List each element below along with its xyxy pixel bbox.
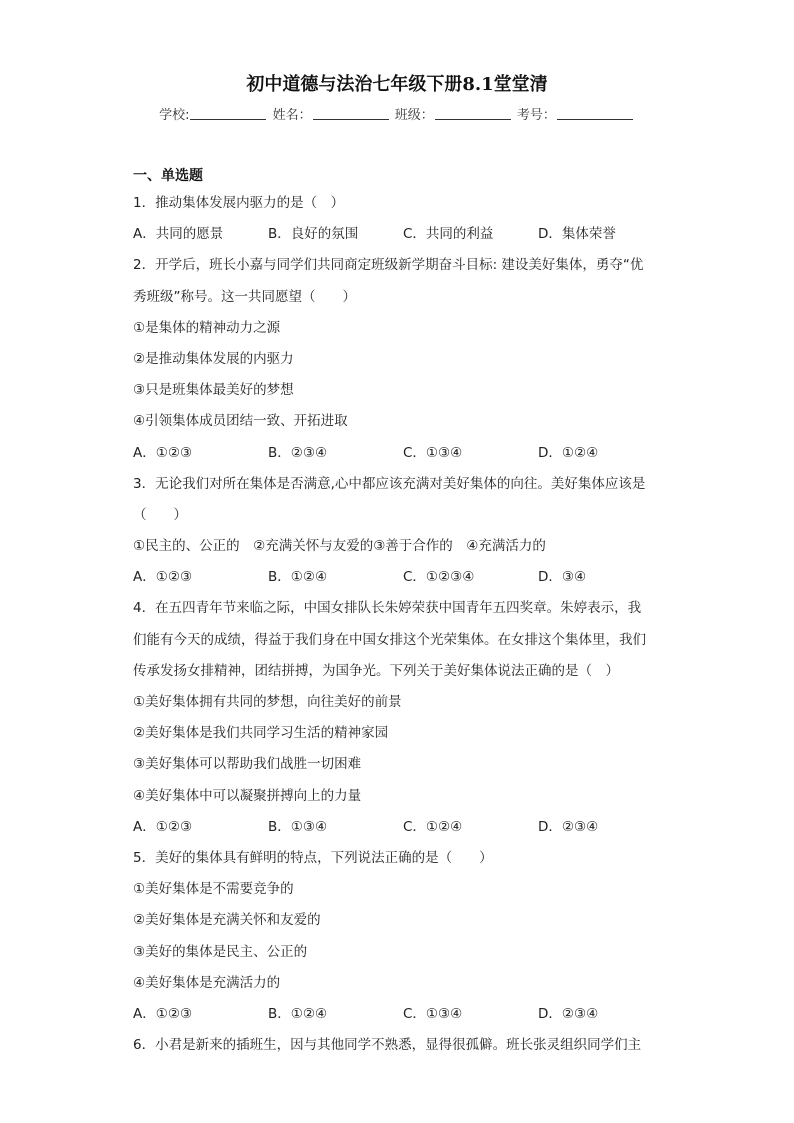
answer-options-row bbox=[133, 562, 673, 593]
answer-option: A．①②③ bbox=[133, 818, 193, 835]
question-text-line: 传承发扬女排精神，团结拼搏，为国争光。下列关于美好集体说法正确的是（ ） bbox=[133, 662, 619, 679]
question-text-line: 4．在五四青年节来临之际，中国女排队长朱婷荣获中国青年五四奖章。朱婷表示，我 bbox=[133, 600, 642, 617]
answer-option: C．①②③④ bbox=[403, 569, 475, 586]
answer-options-row bbox=[133, 999, 673, 1030]
answer-option: D．①②④ bbox=[538, 444, 599, 461]
question-text-line: ②美好集体是我们共同学习生活的精神家园 bbox=[133, 725, 389, 742]
school-label: 学校: bbox=[159, 108, 190, 123]
question-text-line: ①民主的、公正的 ②充满关怀与友爱的③善于合作的 ④充满活力的 bbox=[133, 538, 546, 555]
question-text-line: 们能有今天的成绩，得益于我们身在中国女排这个光荣集体。在女排这个集体里，我们 bbox=[133, 631, 646, 648]
answer-option: A．①②③ bbox=[133, 444, 193, 461]
exam-number-blank[interactable] bbox=[557, 107, 633, 120]
question-text-line: （ ） bbox=[133, 506, 187, 523]
question-text-line: 6．小君是新来的插班生，因与其他同学不熟悉，显得很孤僻。班长张灵组织同学们主 bbox=[133, 1037, 642, 1054]
answer-option: C．①②④ bbox=[403, 818, 463, 835]
section-heading: 一、单选题 bbox=[133, 168, 203, 184]
answer-option: D．②③④ bbox=[538, 818, 599, 835]
class-label: 班级： bbox=[394, 108, 434, 123]
question-text-line: ③美好集体可以帮助我们战胜一切困难 bbox=[133, 756, 362, 773]
question-text-line: ①是集体的精神动力之源 bbox=[133, 319, 281, 336]
question-text-line: ①美好集体是不需要竞争的 bbox=[133, 881, 294, 898]
answer-option: B．②③④ bbox=[268, 444, 328, 461]
question-text-line: ③只是班集体最美好的梦想 bbox=[133, 382, 294, 399]
answer-option: D．集体荣誉 bbox=[538, 226, 616, 243]
question-text-line: ④引领集体成员团结一致、开拓进取 bbox=[133, 413, 348, 430]
answer-option: C．共同的利益 bbox=[403, 226, 494, 243]
exam-number-label: 考号： bbox=[516, 108, 556, 123]
answer-options-row bbox=[133, 812, 673, 843]
answer-options-row bbox=[133, 438, 673, 469]
question-text-line: ②是推动集体发展的内驱力 bbox=[133, 350, 294, 367]
question-text-line: 秀班级”称号。这一共同愿望（ ） bbox=[133, 288, 356, 305]
question-text-line: ③美好的集体是民主、公正的 bbox=[133, 943, 308, 960]
answer-option: B．①②④ bbox=[268, 569, 328, 586]
question-text-line: ④美好集体是充满活力的 bbox=[133, 974, 281, 991]
answer-option: B．①②④ bbox=[268, 1005, 328, 1022]
question-text-line: 3．无论我们对所在集体是否满意,心中都应该充满对美好集体的向往。美好集体应该是 bbox=[133, 475, 646, 492]
question-text-line: 5．美好的集体具有鲜明的特点，下列说法正确的是（ ） bbox=[133, 849, 493, 866]
answer-option: D．②③④ bbox=[538, 1005, 599, 1022]
answer-option: C．①③④ bbox=[403, 444, 463, 461]
answer-option: A．①②③ bbox=[133, 569, 193, 586]
answer-options-row bbox=[133, 219, 673, 250]
answer-option: C．①③④ bbox=[403, 1005, 463, 1022]
question-text-line: 2．开学后，班长小嘉与同学们共同商定班级新学期奋斗目标: 建设美好集体，勇夺“优 bbox=[133, 257, 644, 274]
name-blank[interactable] bbox=[313, 107, 389, 120]
question-text-line: ④美好集体中可以凝聚拼搏向上的力量 bbox=[133, 787, 362, 804]
question-text-line: 1．推动集体发展内驱力的是（ ） bbox=[133, 195, 345, 211]
answer-option: B．①③④ bbox=[268, 818, 328, 835]
question-content bbox=[133, 164, 673, 1061]
answer-option: A．①②③ bbox=[133, 1005, 193, 1022]
question-text-line: ①美好集体拥有共同的梦想，向往美好的前景 bbox=[133, 694, 402, 710]
answer-option: A．共同的愿景 bbox=[133, 226, 224, 243]
school-blank[interactable] bbox=[190, 107, 266, 120]
question-text-line: ②美好集体是充满关怀和友爱的 bbox=[133, 912, 321, 929]
page-title: 初中道德与法治七年级下册8.1堂堂清 bbox=[246, 74, 548, 95]
name-label: 姓名： bbox=[272, 108, 312, 123]
class-blank[interactable] bbox=[435, 107, 511, 120]
answer-option: D．③④ bbox=[538, 569, 587, 586]
student-info-row bbox=[0, 104, 794, 123]
answer-option: B．良好的氛围 bbox=[268, 226, 359, 243]
